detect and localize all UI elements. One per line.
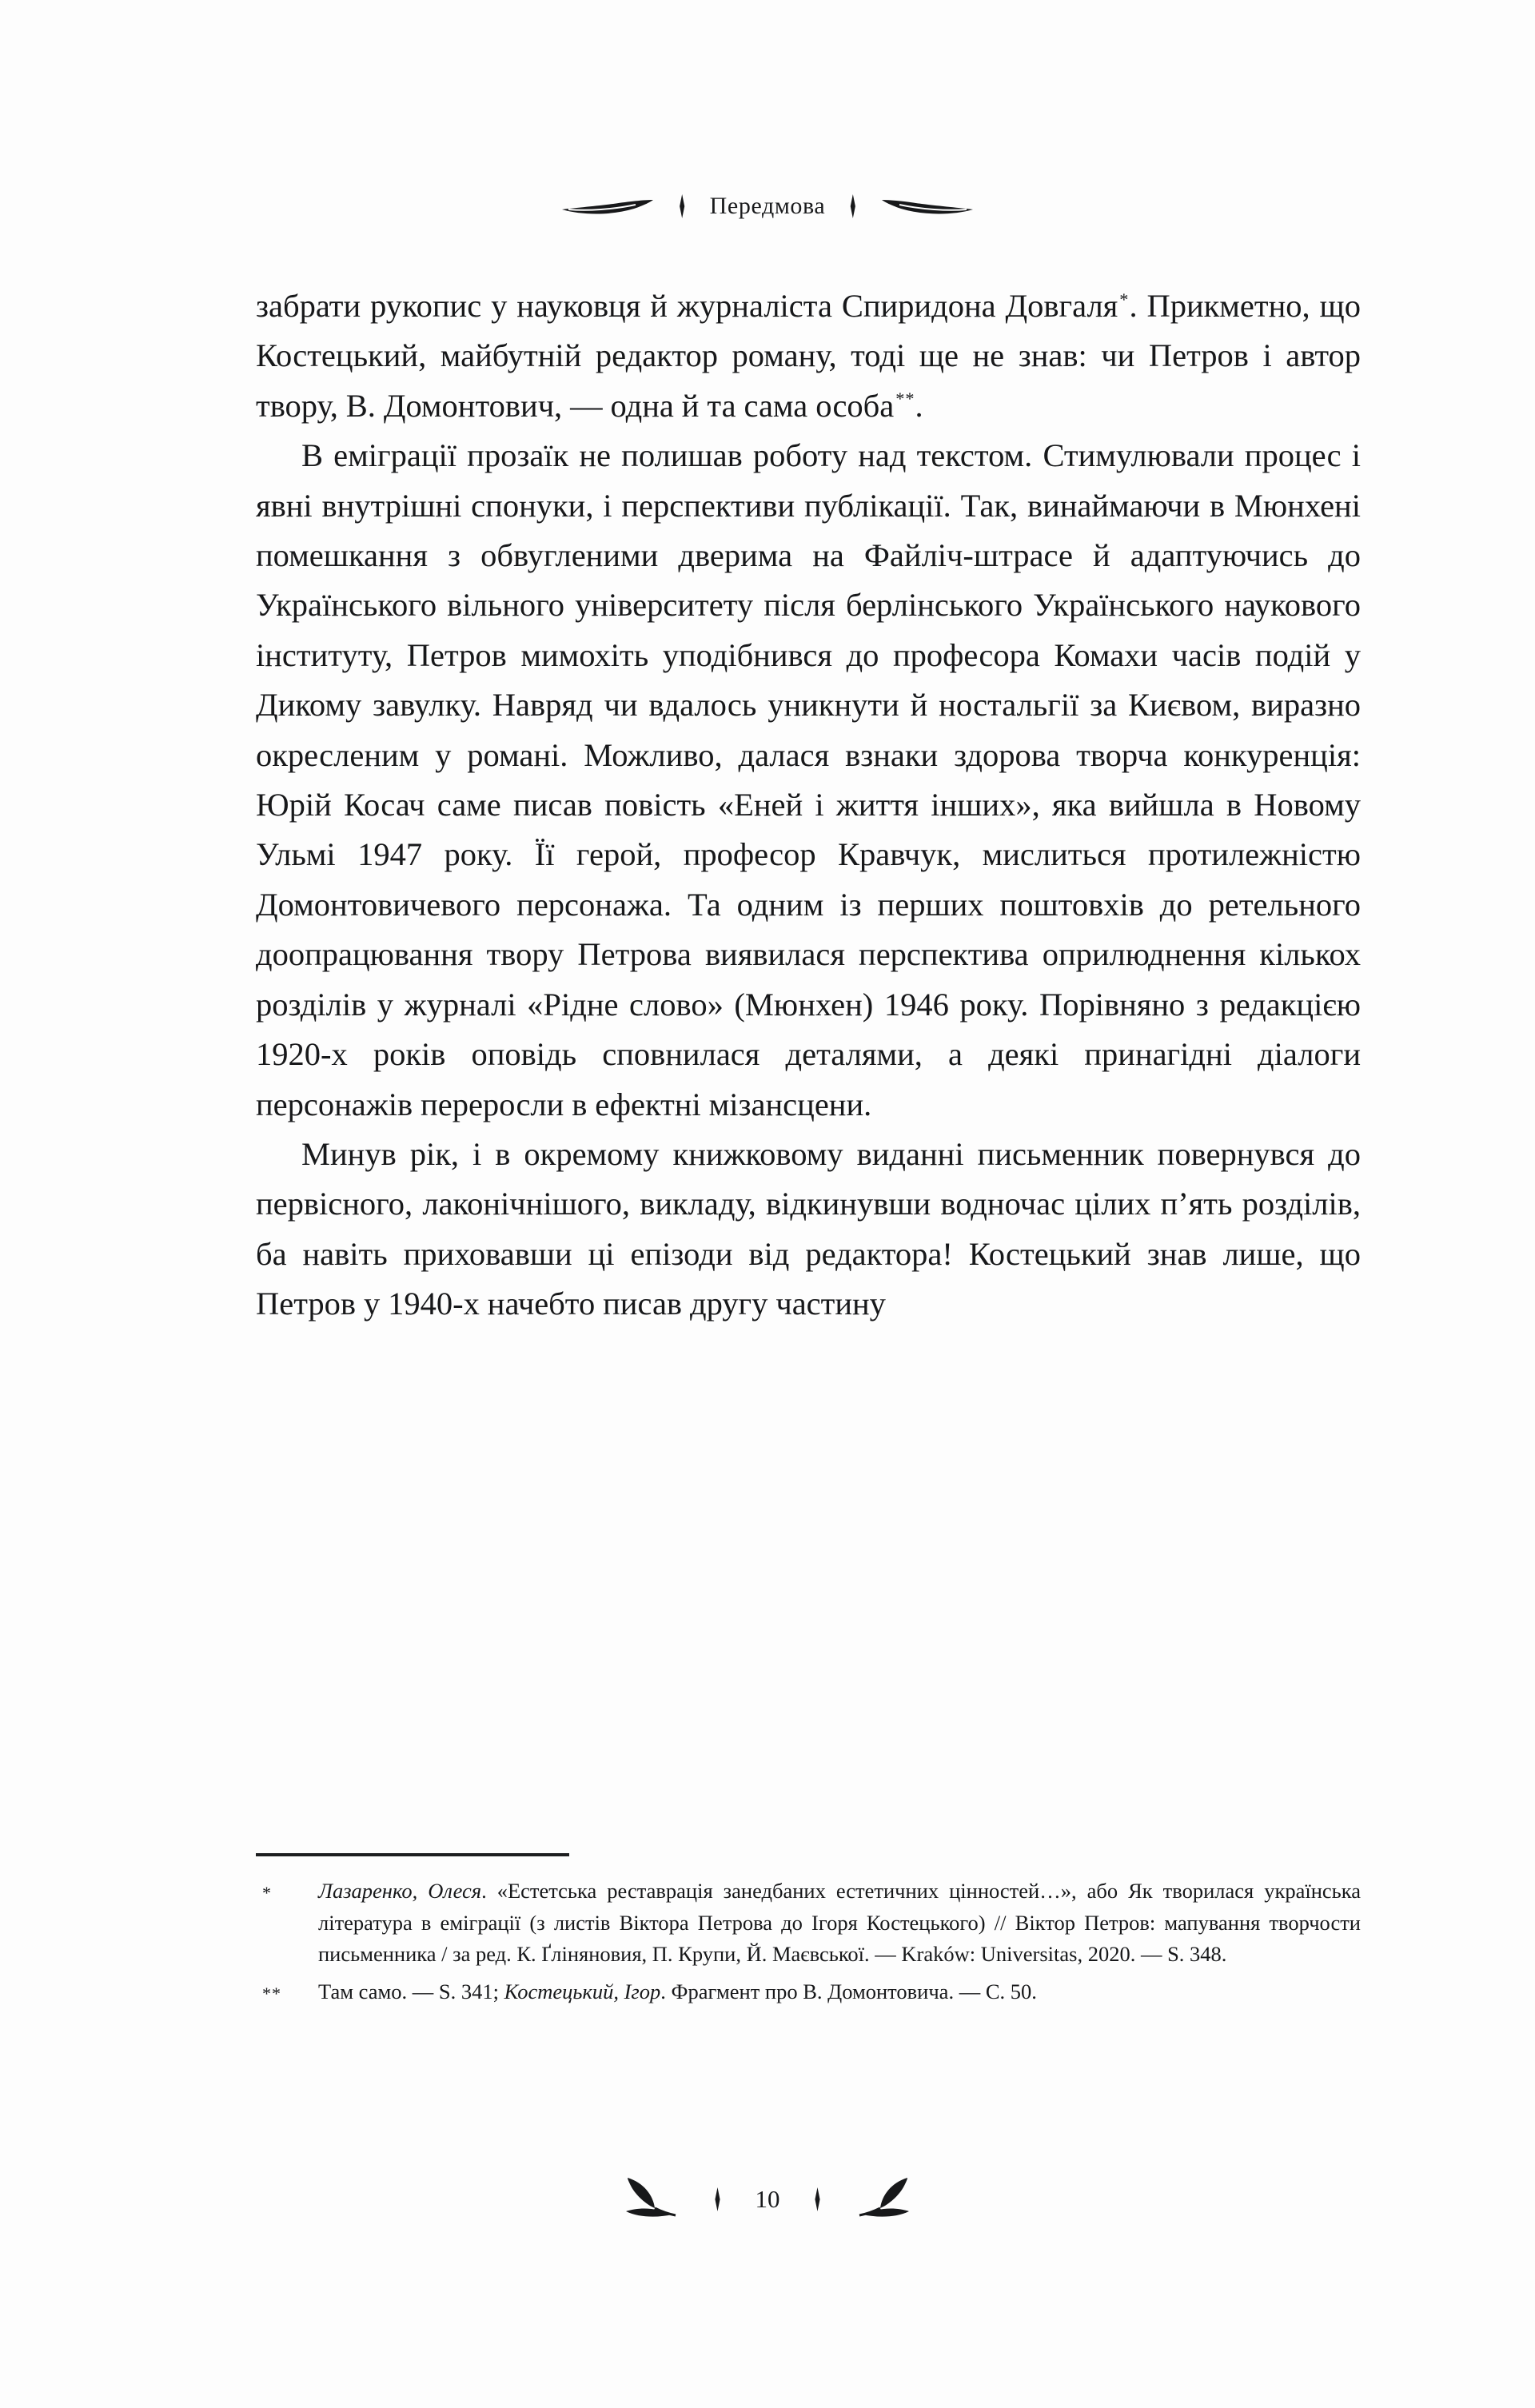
paragraph-1 bbox=[256, 281, 1361, 431]
paragraph-1-text-b: . Прикметно, що Костецький, майбутній редактор роману, тоді ще не знав: чи Петров і автор твору, В. Домонтович, — одна й та сама особа bbox=[256, 288, 1361, 424]
paragraph-2: В еміграції прозаїк не полишав роботу над текстом. Стимулювали процес і явні внутрішні спонуки, і перспективи публікації. Так, винаймаючи в Мюнхені помешкання з обвугленими дверима на Файліч-штрасе й адаптуючись до Українського вільного університету після берлінського Українського наукового інституту, Петров мимохіть уподібнився до професора Комахи часів подій у Дикому завулку. Навряд чи вдалось уникнути й ностальгії за Києвом, виразно окресленим у романі. Можливо, далася взнаки здорова творча конкуренція: Юрій Косач саме писав повість «Еней і життя інших», яка вийшла в Новому Ульмі 1947 року. Її герой, професор Кравчук, мислиться протилежністю Домонтовичевого персонажа. Та одним із перших поштовхів до ретельного доопрацювання твору Петрова виявилася перспектива оприлюднення кількох розділів у журналі «Рідне слово» (Мюнхен) 1946 року. Порівняно з редакцією 1920-х років оповідь сповнилася деталями, а деякі принагідні діалоги персонажів переросли в ефектні мізансцени. bbox=[256, 437, 1361, 1122]
page-footer bbox=[0, 2171, 1535, 2227]
leaf-ornament-right bbox=[880, 194, 975, 218]
leaf-sprig-ornament-left bbox=[623, 2175, 684, 2224]
page-number: 10 bbox=[755, 2185, 780, 2213]
footnote-separator-rule bbox=[256, 1853, 569, 1856]
paragraph-3: Минув рік, і в окремому книжковому виданні письменник повернувся до первісного, лаконічнішого, викладу, відкинувши водночас цілих п’ять розділів, ба навіть приховавши ці епізоди від редактора! Костецький знав лише, що Петров у 1940-х начебто писав другу частину bbox=[256, 1135, 1361, 1322]
footnote-2-body-b: . Фрагмент про В. Домонтовича. — С. 50. bbox=[660, 1979, 1037, 2003]
paragraph-1-text-c: . bbox=[915, 387, 923, 424]
diamond-ornament-right bbox=[846, 194, 859, 218]
running-head-title: Передмова bbox=[709, 193, 826, 219]
footnote-2-marker: ** bbox=[262, 1983, 281, 2003]
leaf-ornament-left bbox=[560, 194, 655, 218]
footnote-1-marker: * bbox=[262, 1883, 272, 1903]
footnote-1-body: . «Естетська реставрація занедбаних естетичних цінностей…», або Як творилася українська література в еміграції (з листів Віктора Петрова до Ігоря Костецького) // Віктор Петров: мапування творчости письменника / за ред. К. Ґліняновия, П. Крупи, Й. Маєвської. — Kraków: Universitas, 2020. — S. 348. bbox=[318, 1879, 1361, 1966]
leaf-sprig-ornament-right bbox=[851, 2175, 912, 2224]
footnote-item-2 bbox=[256, 1976, 1361, 2008]
footnote-marker-2[interactable]: ** bbox=[895, 389, 915, 409]
diamond-ornament-footer-left bbox=[711, 2187, 724, 2211]
diamond-ornament-footer-right bbox=[811, 2187, 824, 2211]
running-head bbox=[0, 182, 1535, 230]
diamond-ornament-left bbox=[676, 194, 689, 218]
body-text-column bbox=[256, 281, 1361, 1330]
footnotes-section bbox=[256, 1853, 1361, 2007]
footnote-2-body-a: Там само. — S. 341; bbox=[318, 1979, 504, 2003]
footnote-marker-1[interactable]: * bbox=[1119, 289, 1130, 309]
footnote-1-author: Лазаренко, Олеся bbox=[318, 1879, 482, 1903]
footnote-item-1 bbox=[256, 1876, 1361, 1971]
paragraph-1-text-a: забрати рукопис у науковця й журналіста Спиридона Довгаля bbox=[256, 288, 1118, 324]
footnote-2-author: Костецький, Ігор bbox=[504, 1979, 661, 2003]
